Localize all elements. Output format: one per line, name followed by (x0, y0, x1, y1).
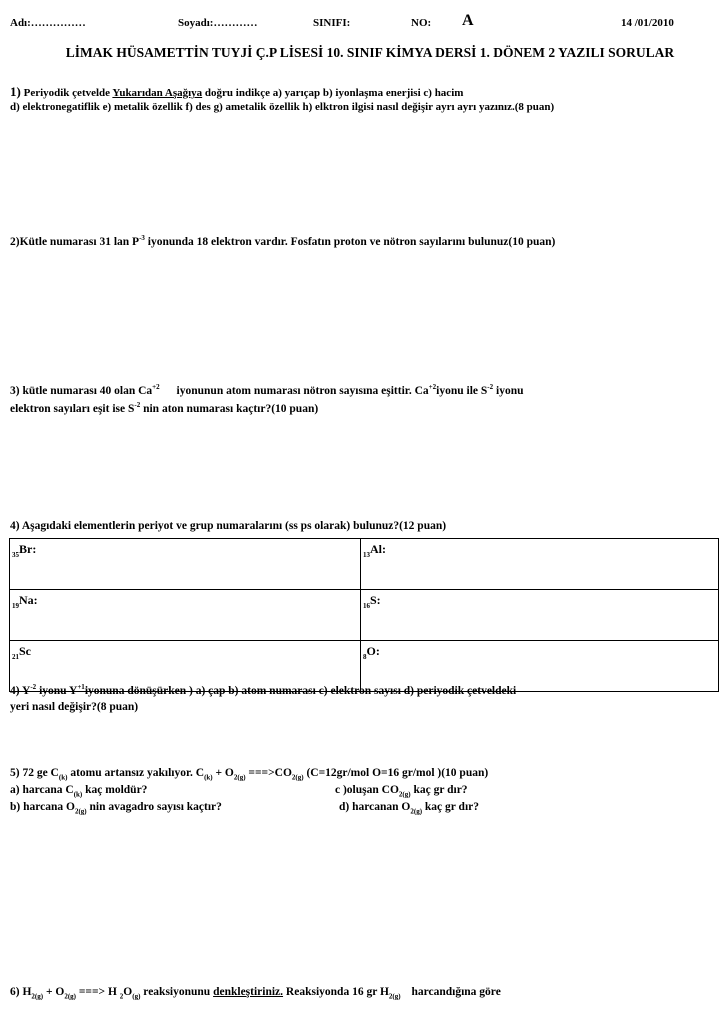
question-3-line-2-a: elektron sayıları eşit ise S (10, 402, 135, 415)
question-3-charge-2: +2 (428, 383, 437, 391)
question-4b-line-2: yeri nasıl değişir?(8 puan) (10, 701, 139, 713)
surname-field-label: Soyadı:………… (178, 17, 258, 29)
state-subscript: (g) (132, 992, 141, 1001)
element-symbol: Na: (19, 593, 38, 607)
question-6-text-b: + O (45, 986, 65, 998)
question-4b-text-a: 4) Y (10, 684, 31, 697)
element-symbol: Sc (19, 644, 31, 658)
element-table (9, 538, 719, 692)
question-3-charge-1: +2 (152, 383, 160, 391)
question-4b-charge-2: +1 (77, 683, 85, 691)
question-1-underlined: Yukarıdan Aşağıya (112, 87, 203, 99)
question-3-line-2-b: nin aton numarası kaçtır?(10 puan) (143, 402, 319, 415)
question-6-text-f: reaksiyonunu (143, 986, 211, 998)
question-3-charge-4: -2 (134, 401, 141, 409)
table-row (10, 590, 719, 641)
question-5-part-c-end: kaç gr dır? (413, 784, 468, 796)
state-subscript: 2(g) (291, 773, 304, 782)
question-5-text-e: (C=12gr/mol O=16 gr/mol )(10 puan) (306, 767, 489, 779)
question-3-text-a: 3) kütle numarası 40 olan Ca (10, 384, 153, 397)
question-5-text-c: + O (215, 767, 234, 779)
state-subscript: 2(g) (233, 773, 246, 782)
question-5-part-a: a) harcana C (10, 784, 74, 796)
question-2-charge: -3 (139, 234, 145, 242)
question-6-text-e: O (123, 986, 133, 998)
question-1-number: 1) (10, 84, 21, 99)
state-subscript: 2(g) (74, 807, 87, 816)
class-field-label: SINIFI: (313, 17, 351, 29)
question-1 (10, 84, 463, 100)
question-1-text-a: Periyodik çetvelde (23, 87, 111, 99)
question-6-text-g: Reaksiyonda 16 gr H (285, 986, 389, 998)
question-4: 4) Aşagıdaki elementlerin periyot ve grup numaralarını (ss ps olarak) bulunuz?(12 puan) (10, 520, 447, 532)
state-subscript: 2(g) (64, 992, 76, 1001)
question-5-part-b-end: nin avagadro sayısı kaçtır? (89, 801, 222, 813)
element-symbol: Br: (19, 542, 37, 556)
atomic-number: 16 (363, 602, 370, 610)
page-title: LİMAK HÜSAMETTİN TUYJİ Ç.P LİSESİ 10. SINIF KİMYA DERSİ 1. DÖNEM 2 YAZILI SORULAR (65, 45, 675, 60)
state-subscript: (k) (204, 773, 213, 782)
question-6-underlined: denkleştiriniz. (213, 986, 284, 998)
question-6-text-a: 6) H (10, 986, 32, 998)
question-1-text-b: doğru indikçe a) yarıçap b) iyonlaşma enerjisi c) hacim (204, 87, 464, 99)
question-5-text-a: 5) 72 ge C (10, 767, 59, 779)
atomic-number: 21 (12, 653, 19, 661)
question-5-part-a-end: kaç moldür? (85, 784, 148, 796)
question-5-text-b: atomu artansız yakılıyor. C (70, 767, 205, 779)
question-3-charge-3: -2 (487, 383, 494, 391)
question-3-line-2 (10, 401, 318, 415)
atomic-number: 8 (363, 653, 367, 661)
question-3-text-b: iyonunun atom numarası nötron sayısına eşittir. Ca (176, 384, 429, 397)
question-6 (10, 986, 501, 1000)
number-field-label: NO: (411, 17, 432, 29)
question-5-line-2-right (335, 784, 468, 798)
element-symbol: O: (366, 644, 380, 658)
question-1-line-2: d) elektronegatiflik e) metalik özellik f) des g) ametalik özellik h) elktron ilgisi nasıl değişir ayrı ayrı yazınız.(8 puan) (10, 101, 555, 113)
table-cell[interactable] (10, 539, 361, 590)
question-4b (10, 683, 516, 697)
question-2-text-b: iyonunda 18 elektron vardır. Fosfatın proton ve nötron sayılarını bulunuz(10 puan) (147, 235, 556, 248)
question-3-text-d: iyonu (496, 384, 524, 397)
state-subscript: 2(g) (388, 992, 401, 1001)
atomic-number: 19 (12, 602, 19, 610)
state-subscript: 2(g) (410, 807, 423, 816)
state-subscript: (k) (73, 790, 83, 799)
table-cell[interactable] (361, 539, 719, 590)
question-5-line-3-right (339, 801, 479, 815)
question-5 (10, 767, 488, 781)
exam-date: 14 /01/2010 (621, 17, 674, 29)
question-2-text-a: 2)Kütle numarası 31 lan P (10, 235, 140, 248)
question-5-part-c: c )oluşan CO (335, 784, 399, 796)
element-symbol: Al: (370, 542, 386, 556)
coefficient-subscript: 2 (119, 992, 124, 1001)
question-6-text-h: harcandığına göre (411, 986, 501, 998)
question-4b-text-c: iyonuna dönüşürken ) a) çap b) atom numarası c) elektron sayısı d) periyodik çetveldeki (84, 684, 517, 697)
state-subscript: (k) (58, 773, 68, 782)
question-2 (10, 234, 555, 248)
question-4b-charge-1: -2 (30, 683, 37, 691)
element-symbol: S: (370, 593, 381, 607)
question-6-text-c: ===> H (78, 986, 117, 998)
state-subscript: 2(g) (398, 790, 411, 799)
question-3-text-c: iyonu ile S (436, 384, 488, 397)
atomic-number: 35 (12, 551, 19, 559)
atomic-number: 13 (363, 551, 370, 559)
question-5-part-d: d) harcanan O (339, 801, 411, 813)
question-5-part-b: b) harcana O (10, 801, 75, 813)
table-cell[interactable] (361, 590, 719, 641)
question-5-part-d-end: kaç gr dır? (424, 801, 479, 813)
name-field-label: Adı:…………… (10, 17, 86, 29)
question-5-text-d: ===>CO (248, 767, 292, 779)
question-5-line-2-left (10, 784, 147, 798)
question-5-line-3-left (10, 801, 222, 815)
exam-group-letter: A (462, 12, 474, 29)
question-4b-text-b: iyonu Y (39, 684, 78, 697)
question-3 (10, 383, 524, 397)
state-subscript: 2(g) (31, 992, 44, 1001)
table-cell[interactable] (10, 590, 361, 641)
table-row (10, 539, 719, 590)
